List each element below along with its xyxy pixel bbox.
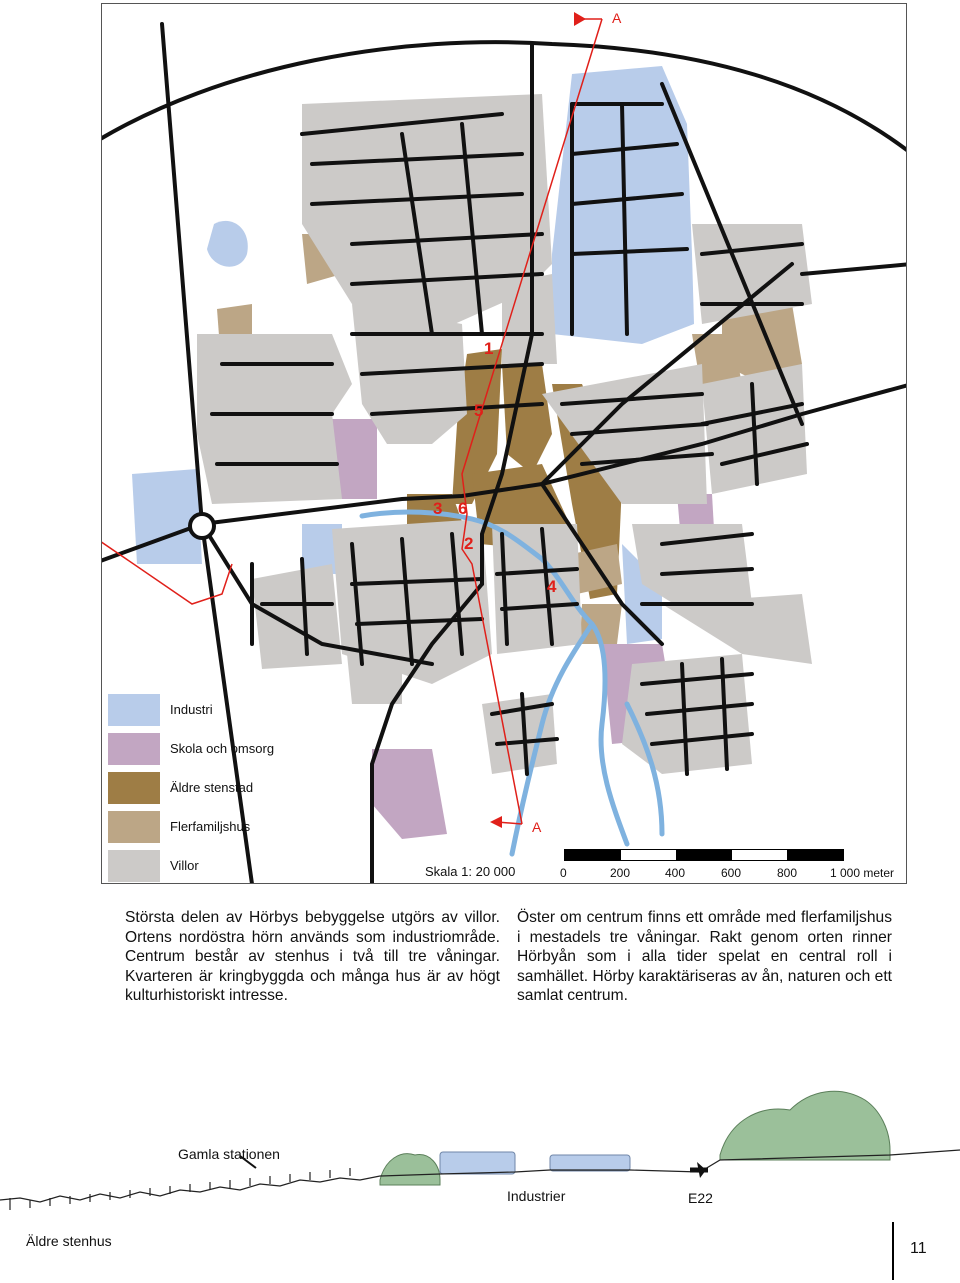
- page-rule: [892, 1222, 894, 1280]
- legend-swatch: [108, 694, 160, 726]
- legend-swatch: [108, 811, 160, 843]
- scale-tick: 400: [665, 866, 686, 880]
- legend-item-flerfamiljshus: [108, 811, 308, 843]
- profile-label-old-houses: Äldre stenhus: [26, 1233, 112, 1249]
- map-frame: [101, 3, 907, 884]
- scale-segment: [732, 850, 788, 860]
- scale-ticks: [557, 866, 907, 882]
- arrow-head-top: [574, 12, 586, 26]
- legend-swatch: [108, 733, 160, 765]
- marker-1: 1: [484, 339, 494, 358]
- scale-tick: 800: [777, 866, 798, 880]
- scale-tick: 200: [610, 866, 631, 880]
- legend-label: Skola och omsorg: [170, 741, 275, 756]
- profile-label-road: E22: [688, 1190, 713, 1206]
- scale-tick: 600: [721, 866, 742, 880]
- legend-item-aldre-stenstad: [108, 772, 308, 804]
- scale-tick: 0: [560, 866, 567, 880]
- scale-tick: 1 000 meter: [830, 866, 895, 880]
- marker-4: 4: [547, 577, 557, 596]
- scale-segment: [621, 850, 677, 860]
- marker-5: 5: [474, 401, 484, 420]
- profile-label-station: Gamla stationen: [178, 1146, 280, 1162]
- marker-3: 3: [433, 499, 443, 518]
- legend-label: Äldre stenstad: [170, 780, 254, 795]
- legend-item-industri: [108, 694, 308, 726]
- legend-label: Industri: [170, 702, 213, 717]
- marker-2: 2: [464, 534, 474, 553]
- page-number: 11: [910, 1240, 927, 1257]
- marker-6: 6: [458, 499, 468, 518]
- arrow-head-bottom: [490, 816, 502, 828]
- roundabout: [190, 514, 214, 538]
- legend-label: Flerfamiljshus: [170, 819, 251, 834]
- text-column-right: Öster om centrum finns ett område med flerfamiljshus i mestadels tre våningar. Rakt genom orten rinner Hörbyån som i alla tider spelat en central roll i samhället. Hörby karaktäriseras av ån, naturen och ett samlat centrum.: [517, 909, 892, 1004]
- scale-segment: [565, 850, 621, 860]
- legend-swatch: [108, 772, 160, 804]
- scale-segment: [787, 850, 843, 860]
- section-label-top: A: [612, 10, 622, 26]
- legend-item-skola: [108, 733, 308, 765]
- terrain-profile: [0, 1060, 960, 1260]
- scale-bar: [564, 849, 844, 861]
- section-label-bottom: A: [532, 819, 542, 835]
- scale-label: Skala 1: 20 000: [425, 864, 516, 879]
- legend-swatch: [108, 850, 160, 882]
- legend-label: Villor: [170, 858, 199, 873]
- scale-segment: [676, 850, 732, 860]
- profile-label-industry: Industrier: [507, 1188, 566, 1204]
- legend-item-villor: [108, 850, 308, 882]
- text-column-left: Största delen av Hörbys bebyggelse utgörs av villor. Ortens nordöstra hörn används som industriområde. Centrum består av stenhus i två till tre våningar. Kvarteren är kringbyggda och många hus är av högt kulturhistoriskt intresse.: [125, 909, 500, 1004]
